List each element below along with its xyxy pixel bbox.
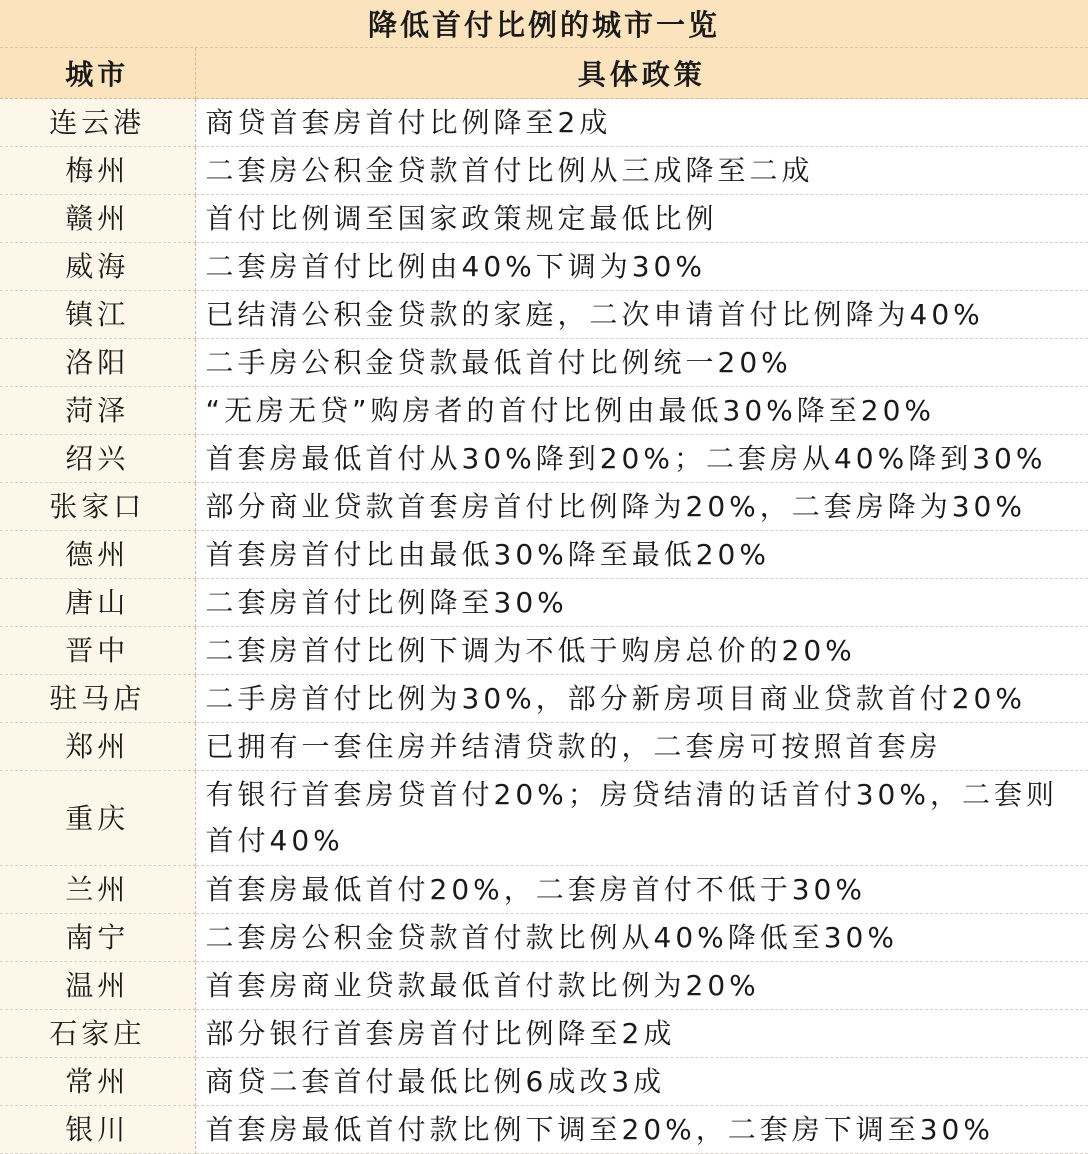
table-row xyxy=(0,243,1088,291)
city-cell: 银川 xyxy=(0,1106,195,1154)
city-cell: 唐山 xyxy=(0,579,195,627)
table-row xyxy=(0,531,1088,579)
policy-cell: 商贷首套房首付比例降至2成 xyxy=(195,99,1088,147)
city-cell: 南宁 xyxy=(0,914,195,962)
policy-cell: 首套房最低首付款比例下调至20%，二套房下调至30% xyxy=(195,1106,1088,1154)
table-row xyxy=(0,99,1088,147)
table-row xyxy=(0,195,1088,243)
city-cell: 石家庄 xyxy=(0,1010,195,1058)
policy-column-header: 具体政策 xyxy=(195,48,1088,99)
table-row xyxy=(0,962,1088,1010)
policy-cell: 首套房商业贷款最低首付款比例为20% xyxy=(195,962,1088,1010)
table-row xyxy=(0,435,1088,483)
header-row xyxy=(0,48,1088,99)
city-cell: 兰州 xyxy=(0,866,195,914)
policy-cell: 部分银行首套房首付比例降至2成 xyxy=(195,1010,1088,1058)
policy-cell: 二套房公积金贷款首付款比例从40%降低至30% xyxy=(195,914,1088,962)
policy-cell: 首套房最低首付20%，二套房首付不低于30% xyxy=(195,866,1088,914)
city-cell: 温州 xyxy=(0,962,195,1010)
city-cell: 德州 xyxy=(0,531,195,579)
city-column-header: 城市 xyxy=(0,48,195,99)
table-row xyxy=(0,914,1088,962)
table-row xyxy=(0,1010,1088,1058)
table-row xyxy=(0,339,1088,387)
city-cell: 菏泽 xyxy=(0,387,195,435)
policy-cell: 二套房首付比例下调为不低于购房总价的20% xyxy=(195,627,1088,675)
city-cell: 张家口 xyxy=(0,483,195,531)
table-row xyxy=(0,866,1088,914)
table-row xyxy=(0,771,1088,866)
table-row xyxy=(0,627,1088,675)
city-cell: 常州 xyxy=(0,1058,195,1106)
policy-cell: “无房无贷”购房者的首付比例由最低30%降至20% xyxy=(195,387,1088,435)
table-row xyxy=(0,387,1088,435)
policy-table xyxy=(0,48,1088,1154)
table-row xyxy=(0,483,1088,531)
policy-cell: 已结清公积金贷款的家庭，二次申请首付比例降为40% xyxy=(195,291,1088,339)
table-row xyxy=(0,1106,1088,1154)
city-cell: 晋中 xyxy=(0,627,195,675)
policy-cell: 首套房首付比由最低30%降至最低20% xyxy=(195,531,1088,579)
city-cell: 镇江 xyxy=(0,291,195,339)
city-cell: 重庆 xyxy=(0,771,195,866)
policy-cell: 已拥有一套住房并结清贷款的，二套房可按照首套房 xyxy=(195,723,1088,771)
table-row xyxy=(0,675,1088,723)
table-row xyxy=(0,291,1088,339)
policy-cell: 二套房公积金贷款首付比例从三成降至二成 xyxy=(195,147,1088,195)
city-cell: 驻马店 xyxy=(0,675,195,723)
policy-cell: 首套房最低首付从30%降到20%；二套房从40%降到30% xyxy=(195,435,1088,483)
city-cell: 绍兴 xyxy=(0,435,195,483)
policy-cell: 二套房首付比例由40%下调为30% xyxy=(195,243,1088,291)
policy-cell: 有银行首套房贷首付20%；房贷结清的话首付30%，二套则首付40% xyxy=(195,771,1088,866)
city-cell: 威海 xyxy=(0,243,195,291)
table-title: 降低首付比例的城市一览 xyxy=(0,0,1088,48)
table-row xyxy=(0,579,1088,627)
policy-cell: 二手房公积金贷款最低首付比例统一20% xyxy=(195,339,1088,387)
table-row xyxy=(0,723,1088,771)
policy-cell: 二手房首付比例为30%，部分新房项目商业贷款首付20% xyxy=(195,675,1088,723)
city-cell: 洛阳 xyxy=(0,339,195,387)
policy-cell: 部分商业贷款首套房首付比例降为20%，二套房降为30% xyxy=(195,483,1088,531)
table-row xyxy=(0,1058,1088,1106)
policy-cell: 二套房首付比例降至30% xyxy=(195,579,1088,627)
table-row xyxy=(0,147,1088,195)
city-cell: 郑州 xyxy=(0,723,195,771)
city-cell: 赣州 xyxy=(0,195,195,243)
policy-cell: 首付比例调至国家政策规定最低比例 xyxy=(195,195,1088,243)
city-cell: 连云港 xyxy=(0,99,195,147)
policy-cell: 商贷二套首付最低比例6成改3成 xyxy=(195,1058,1088,1106)
city-cell: 梅州 xyxy=(0,147,195,195)
